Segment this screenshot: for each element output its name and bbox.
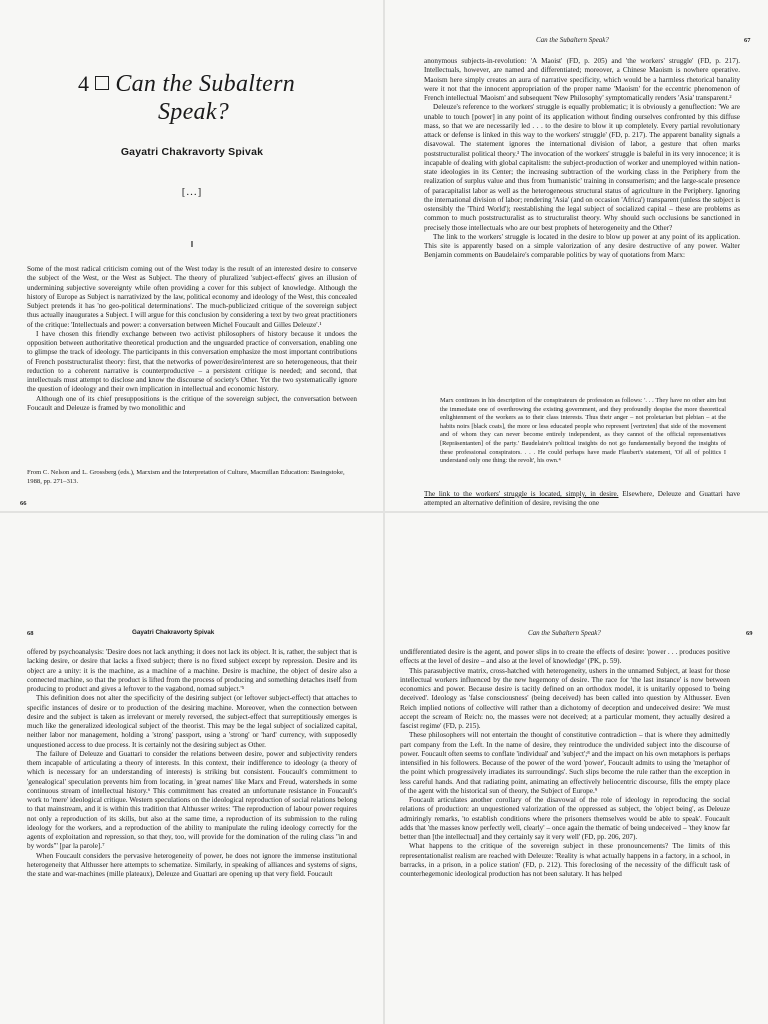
- running-head: Can the Subaltern Speak?: [536, 36, 609, 44]
- section-number: I: [190, 240, 194, 249]
- paragraph: Some of the most radical criticism coming out of the West today is the result of an interested desire to conserve the subject of the West, or the West as Subject. The theory of pluralized 'subject-effects' gives an illusion of undermining subjective sovereignty while often providing a cover for this subject of knowledge. Although the history of Europe as Subject is narrativized by the law, political economy and ideology of the West, this concealed Subject pretends it has 'no geo-political determinations'. The much-publicized critique of the sovereign subject thus actually inaugurates a Subject. I will argue for this conclusion by considering a text by two great practitioners of the critique: 'Intellectuals and power: a conversation between Michel Foucault and Gilles Deleuze'.¹: [27, 265, 357, 329]
- page-69-body: [400, 648, 730, 879]
- paragraph: anonymous subjects-in-revolution: 'A Maoist' (FD, p. 205) and 'the workers' struggle' (FD, p. 217). Intellectuals, however, are named and differentiated; moreover, a Chinese Maoism is nowhere operative. Maoism here simply creates an aura of narrative specificity, which would be a harmless rhetorical banality were it not that the innocent appropriation of the proper name 'Maoism' for the eccentric phenomenon of French intellectual 'Maoism' and subsequent 'New Philosophy' symptomatically renders 'Asia' transparent.²: [424, 57, 740, 102]
- page-66-body: [27, 265, 357, 413]
- paragraph: I have chosen this friendly exchange between two activist philosophers of history because it undoes the opposition between authoritative theoretical production and the unguarded practice of conversation, enabling one to glimpse the track of ideology. The participants in this conversation emphasize the most important contributions of French poststructuralist theory: first, that the networks of power/desire/interest are so heterogeneous, that their reduction to a coherent narrative is counterproductive – a persistent critique is needed; and second, that intellectuals must attempt to disclose and know the discourse of society's Other. Yet the two systematically ignore the question of ideology and their own implication in intellectual and economic history.: [27, 329, 357, 394]
- chapter-title-line2: Speak?: [158, 99, 230, 125]
- running-head: Gayatri Chakravorty Spivak: [132, 629, 215, 636]
- block-quotation: [440, 397, 726, 466]
- paragraph: The failure of Deleuze and Guattari to consider the relations between desire, power and subjectivity renders them incapable of articulating a theory of interests. In this context, their indifference to ideology (a theory of which is necessary for an understanding of interests) is striking but consistent. Foucault's commitment to 'genealogical' speculation prevents him from locating, in 'great names' like Marx and Freud, watersheds in some continuous stream of intellectual history.⁶ This commitment has created an unfortunate resistance in Foucault's work to 'mere' ideological critique. Western speculations on the ideological reproduction of social relations belong to that mainstream, and it is within this tradition that Althusser writes: 'The reproduction of labour power requires not only a reproduction of its skills, but also at the same time, a reproduction of its submission to the ruling ideology for the workers, and a reproduction of the ability to manipulate the ruling ideology correctly for the agents of exploitation and repression, so that they, too, will provide for the domination of the ruling class "in and by words"' [par la parole].⁷: [27, 749, 357, 851]
- page-number: 66: [20, 500, 27, 507]
- paragraph: Although one of its chief presuppositions is the critique of the sovereign subject, the conversation between Foucault and Deleuze is framed by two monolithic and: [27, 394, 357, 412]
- paragraph: The link to the workers' struggle is located in the desire to blow up power at any point of its application. This site is apparently based on a simple valorization of any desire destructive of any power. Walter Benjamin comments on Baudelaire's comparable politics by way of quotations from Marx:: [424, 232, 740, 260]
- chapter-title-line1: Can the Subaltern: [115, 71, 296, 97]
- paragraph: These philosophers will not entertain the thought of constitutive contradiction – that is where they admittedly part company from the Left. In the name of desire, they reintroduce the undivided subject into the discourse of power. Foucault often seems to conflate 'individual' and 'subject';⁸ and the impact on his own metaphors is perhaps intensified in his followers. Because of the power of the word 'power', Foucault admits to using the 'metaphor of the point which progressively irradiates its surroundings'. Such slips become the rule rather than the exception in less careful hands. And that radiating point, animating an effectively heliocentric discourse, fills the empty place of the agent with the historical sun of theory, the Subject of Europe.⁹: [400, 731, 730, 795]
- page-68-body: [27, 648, 357, 879]
- omission-mark: [...]: [181, 186, 203, 198]
- page-number: 67: [744, 37, 751, 44]
- paragraph: Deleuze's reference to the workers' struggle is equally problematic; it is obviously a genuflection: 'We are unable to touch [power] in any point of its application without finding ourselves confronted by this diffuse mass, so that we are necessarily led . . . to the desire to blow it up completely. Every partial revolutionary attack or defense is linked in this way to the workers' struggle' (FD, p. 217). The apparent banality signals a disavowal. The statement ignores the international division of labor, a gesture that often marks poststructuralist political theory.³ The invocation of the workers' struggle is baleful in its very innocence; it is incapable of dealing with global capitalism: the subject-production of worker and unemployed within nation-state ideologies in its Center; the increasing subtraction of the working class in the Periphery from the realization of surplus value and thus from 'humanistic' training in consumerism; and the large-scale presence of paracapitalist labor as well as the heterogeneous structural status of agriculture in the Periphery. Ignoring the international division of labor; rendering 'Asia' (and on occasion 'Africa') transparent (unless the subject is ostensibly the 'Third World'); reestablishing the legal subject of socialized capital – these are problems as common to much poststructuralist as to structuralist theory. Why should such occlusions be sanctioned in precisely those intellectuals who are our best prophets of heterogeneity and the Other?: [424, 103, 740, 232]
- page-67-tail: [424, 490, 740, 509]
- source-note: From C. Nelson and L. Grossberg (eds.), Marxism and the Interpretation of Culture, Macmillan Education: Basingstoke, 1988, pp. 271–313.: [27, 469, 345, 485]
- quotation-text: Marx continues in his description of the conspirateurs de profession as follows: '. . . They have no other aim but the immediate one of overthrowing the existing government, and they profoundly despise the more theoretical enlightenment of the workers as to their class interests. Thus their anger – not proletarian but plebian – at the habits noirs [black coats], the more or less educated people who represent [vertreten] that side of the movement and of whom they can never become entirely independent, as they cannot of the official representatives [Repräsentanten] of the party.' Baudelaire's political insights do not go fundamentally beyond the insights of these professional conspirators. . . . He could perhaps have made Flaubert's statement, 'Of all of politics I understand only one thing: the revolt', his own.⁴: [440, 397, 726, 465]
- paragraph: offered by psychoanalysis: 'Desire does not lack anything; it does not lack its object. It is, rather, the subject that is lacking desire, or desire that lacks a fixed subject; there is no fixed subject except by repression. Desire and its object are a unity: it is the machine, as a machine of a machine. Desire is machine, the object of desire also a connected machine, so that the product is lifted from the process of producing and something detaches itself from producing to product and gives a leftover to the vagabond, nomad subject.'⁵: [27, 648, 357, 693]
- page-66: [0, 0, 384, 512]
- chapter-author: Gayatri Chakravorty Spivak: [120, 146, 264, 158]
- page-68: [0, 512, 384, 1024]
- paragraph: undifferentiated desire is the agent, and power slips in to create the effects of desire: 'power . . . produces positive effects at the level of desire – and also at the level of knowledge' (PK, p. 59).: [400, 648, 730, 666]
- page-number: 68: [27, 630, 34, 637]
- page-67: [384, 0, 768, 512]
- paragraph: When Foucault considers the pervasive heterogeneity of power, he does not ignore the immense institutional heterogeneity that Althusser here attempts to schematize. Similarly, in speaking of alliances and systems of signs, the state and war-machines (mille plateaux), Deleuze and Guattari are opening up that very field. Foucault: [27, 851, 357, 878]
- underlined-phrase: The link to the workers' struggle is located, simply, in desire.: [424, 490, 619, 498]
- paragraph: Foucault articulates another corollary of the disavowal of the role of ideology in reproducing the social relations of production: an unquestioned valorization of the oppressed as subject, the 'object being', as Deleuze admiringly remarks, 'to establish conditions where the prisoners themselves would be able to speak'. Foucault adds that 'the masses know perfectly well, clearly' – once again the thematic of being undeceived – 'they know far better than [the intellectual] and they certainly say it very well' (FD, pp. 206, 207).: [400, 796, 730, 841]
- chapter-title-block: [78, 70, 338, 126]
- page-number: 69: [746, 630, 753, 637]
- page-69: [384, 512, 768, 1024]
- chapter-box-ornament: [95, 76, 109, 90]
- paragraph: This definition does not alter the specificity of the desiring subject (or leftover subject-effect) that attaches to specific instances of desire or to production of the desiring machine. Moreover, when the connection between desire and the subject is taken as irrelevant or merely reversed, the subject-effect that surreptitiously emerges is much like the generalized ideological subject of the theorist. This may be the legal subject of socialized capital, neither labor nor management, holding a 'strong' passport, using a 'strong' or 'hard' currency, with supposedly unquestioned access to due process. It is certainly not the desiring subject as Other.: [27, 694, 357, 749]
- page-67-body: [424, 57, 740, 261]
- chapter-number: 4: [78, 71, 90, 96]
- page-divider: [0, 511, 768, 513]
- running-head: Can the Subaltern Speak?: [528, 629, 601, 637]
- paragraph: This parasubjective matrix, cross-hatched with heterogeneity, ushers in the unnamed Subject, at least for those intellectual workers influenced by the new hegemony of desire. The race for 'the last instance' is now between economics and power. Because desire is tacitly defined on an orthodox model, it is unitarily opposed to 'being deceived'. Ideology as 'false consciousness' (being deceived) has been called into question by Althusser. Even Reich implied notions of collective will rather than a dichotomy of deception and undeceived desire: 'We must accept the scream of Reich: no, the masses were not deceived; at a particular moment, they actually desired a fascist regime' (FD, p. 215).: [400, 666, 730, 730]
- paragraph: What happens to the critique of the sovereign subject in these pronouncements? The limits of this representationalist realism are reached with Deleuze: 'Reality is what actually happens in a factory, in a school, in barracks, in a prison, in a police station' (FD, p. 212). This foreclosing of the necessity of the difficult task of counterhegemonic ideological production has not been salutary. It has helped: [400, 842, 730, 878]
- tail-text: Elsewhere, Deleuze and Guattari have attempted an alternative definition of desire, revising the one: [424, 490, 740, 508]
